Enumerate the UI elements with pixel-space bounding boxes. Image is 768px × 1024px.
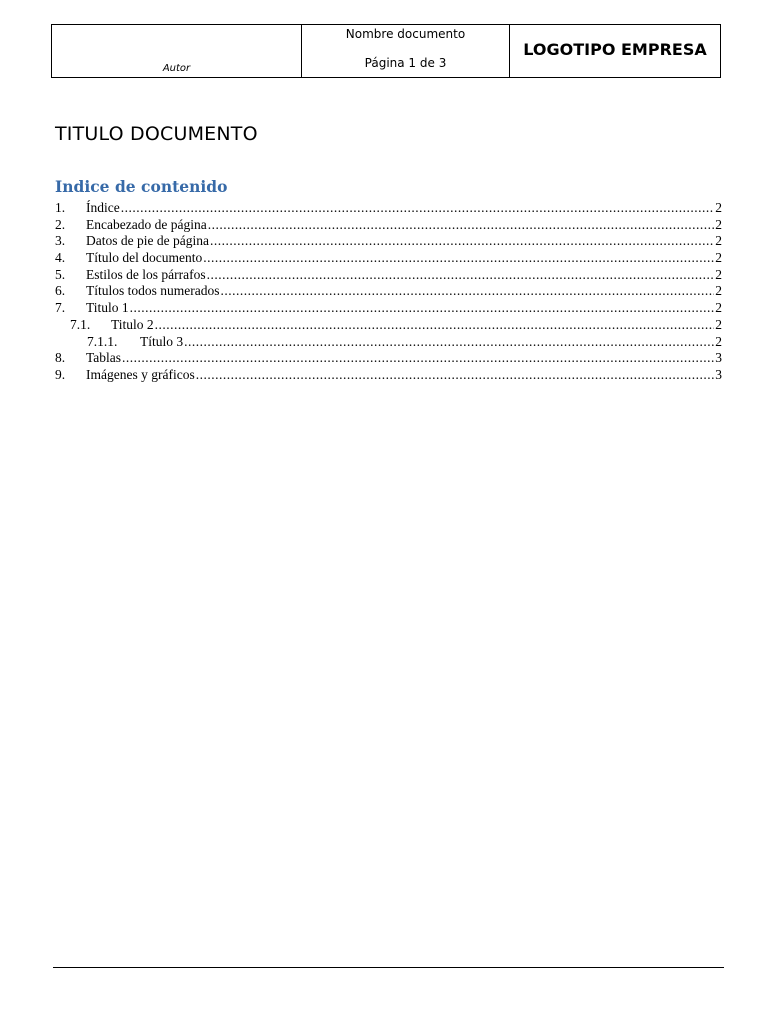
toc-entry-page: 2 [715,200,722,215]
toc-entry-page: 2 [715,250,722,266]
toc-entry[interactable] [55,233,722,250]
toc-entry-label: Índice [86,200,120,215]
toc-dot-leader [210,233,714,250]
toc-entry-page: 2 [715,216,722,232]
toc-entry-label: Tablas [86,350,122,366]
header-logo-cell [510,25,721,78]
toc-entry-page: 3 [715,350,722,366]
toc-heading: Indice de contenido [55,177,228,196]
toc-entry[interactable] [55,283,722,300]
toc-dot-leader [207,267,715,284]
toc-entry-label: Título 3 [140,333,184,349]
footer-divider [53,967,724,968]
toc-dot-leader [121,200,715,217]
toc-entry-number: 9. [55,366,66,382]
toc-entry[interactable] [55,334,722,351]
toc-entry-page: 2 [715,333,722,349]
toc-entry[interactable] [55,267,722,284]
toc-entry-page: 2 [715,316,722,332]
toc-entry-number: 1. [55,200,66,215]
toc-entry-number: 7.1. [70,316,91,332]
document-title: TITULO DOCUMENTO [55,123,258,145]
toc-entry-number: 8. [55,350,66,366]
toc-entry-page: 2 [715,233,722,249]
toc-entry-number: 6. [55,283,66,299]
header-document-cell [302,25,510,78]
toc-entry[interactable] [55,317,722,334]
toc-entry-label: Estilos de los párrafos [86,266,206,282]
header-author-cell [52,25,302,78]
toc-entry-number: 2. [55,216,66,232]
toc-entry-number: 3. [55,233,66,249]
toc-entry[interactable] [55,200,722,217]
toc-entry[interactable] [55,217,722,234]
toc-entry[interactable] [55,350,722,367]
toc-entry[interactable] [55,250,722,267]
toc-dot-leader [203,250,714,267]
toc-dot-leader [130,300,715,317]
toc-entry-label: Titulo 1 [86,300,129,316]
page-header [51,24,721,78]
toc-entry-label: Titulo 2 [111,316,154,332]
toc-entry-label: Imágenes y gráficos [86,366,195,382]
toc-entry-number: 7. [55,300,66,316]
toc-dot-leader [155,317,715,334]
toc-dot-leader [196,367,715,384]
company-logo: LOGOTIPO EMPRESA [523,40,707,59]
toc-entry-number: 7.1.1. [87,333,118,349]
table-of-contents [55,200,722,384]
author-label: Autor [162,63,191,74]
toc-entry-page: 2 [715,266,722,282]
toc-entry-label: Título del documento [86,250,203,266]
toc-dot-leader [208,217,715,234]
toc-dot-leader [221,283,715,300]
toc-entry-page: 2 [715,283,722,299]
toc-entry-label: Encabezado de página [86,216,207,232]
toc-dot-leader [184,334,714,351]
toc-entry[interactable] [55,300,722,317]
toc-entry-label: Títulos todos numerados [86,283,220,299]
toc-entry-page: 2 [715,300,722,316]
page-number: Página 1 de 3 [364,56,447,70]
document-name: Nombre documento [345,27,466,41]
toc-dot-leader [122,350,714,367]
toc-entry-number: 5. [55,266,66,282]
toc-entry[interactable] [55,367,722,384]
toc-entry-label: Datos de pie de página [86,233,209,249]
toc-entry-page: 3 [715,366,722,382]
toc-entry-number: 4. [55,250,66,266]
